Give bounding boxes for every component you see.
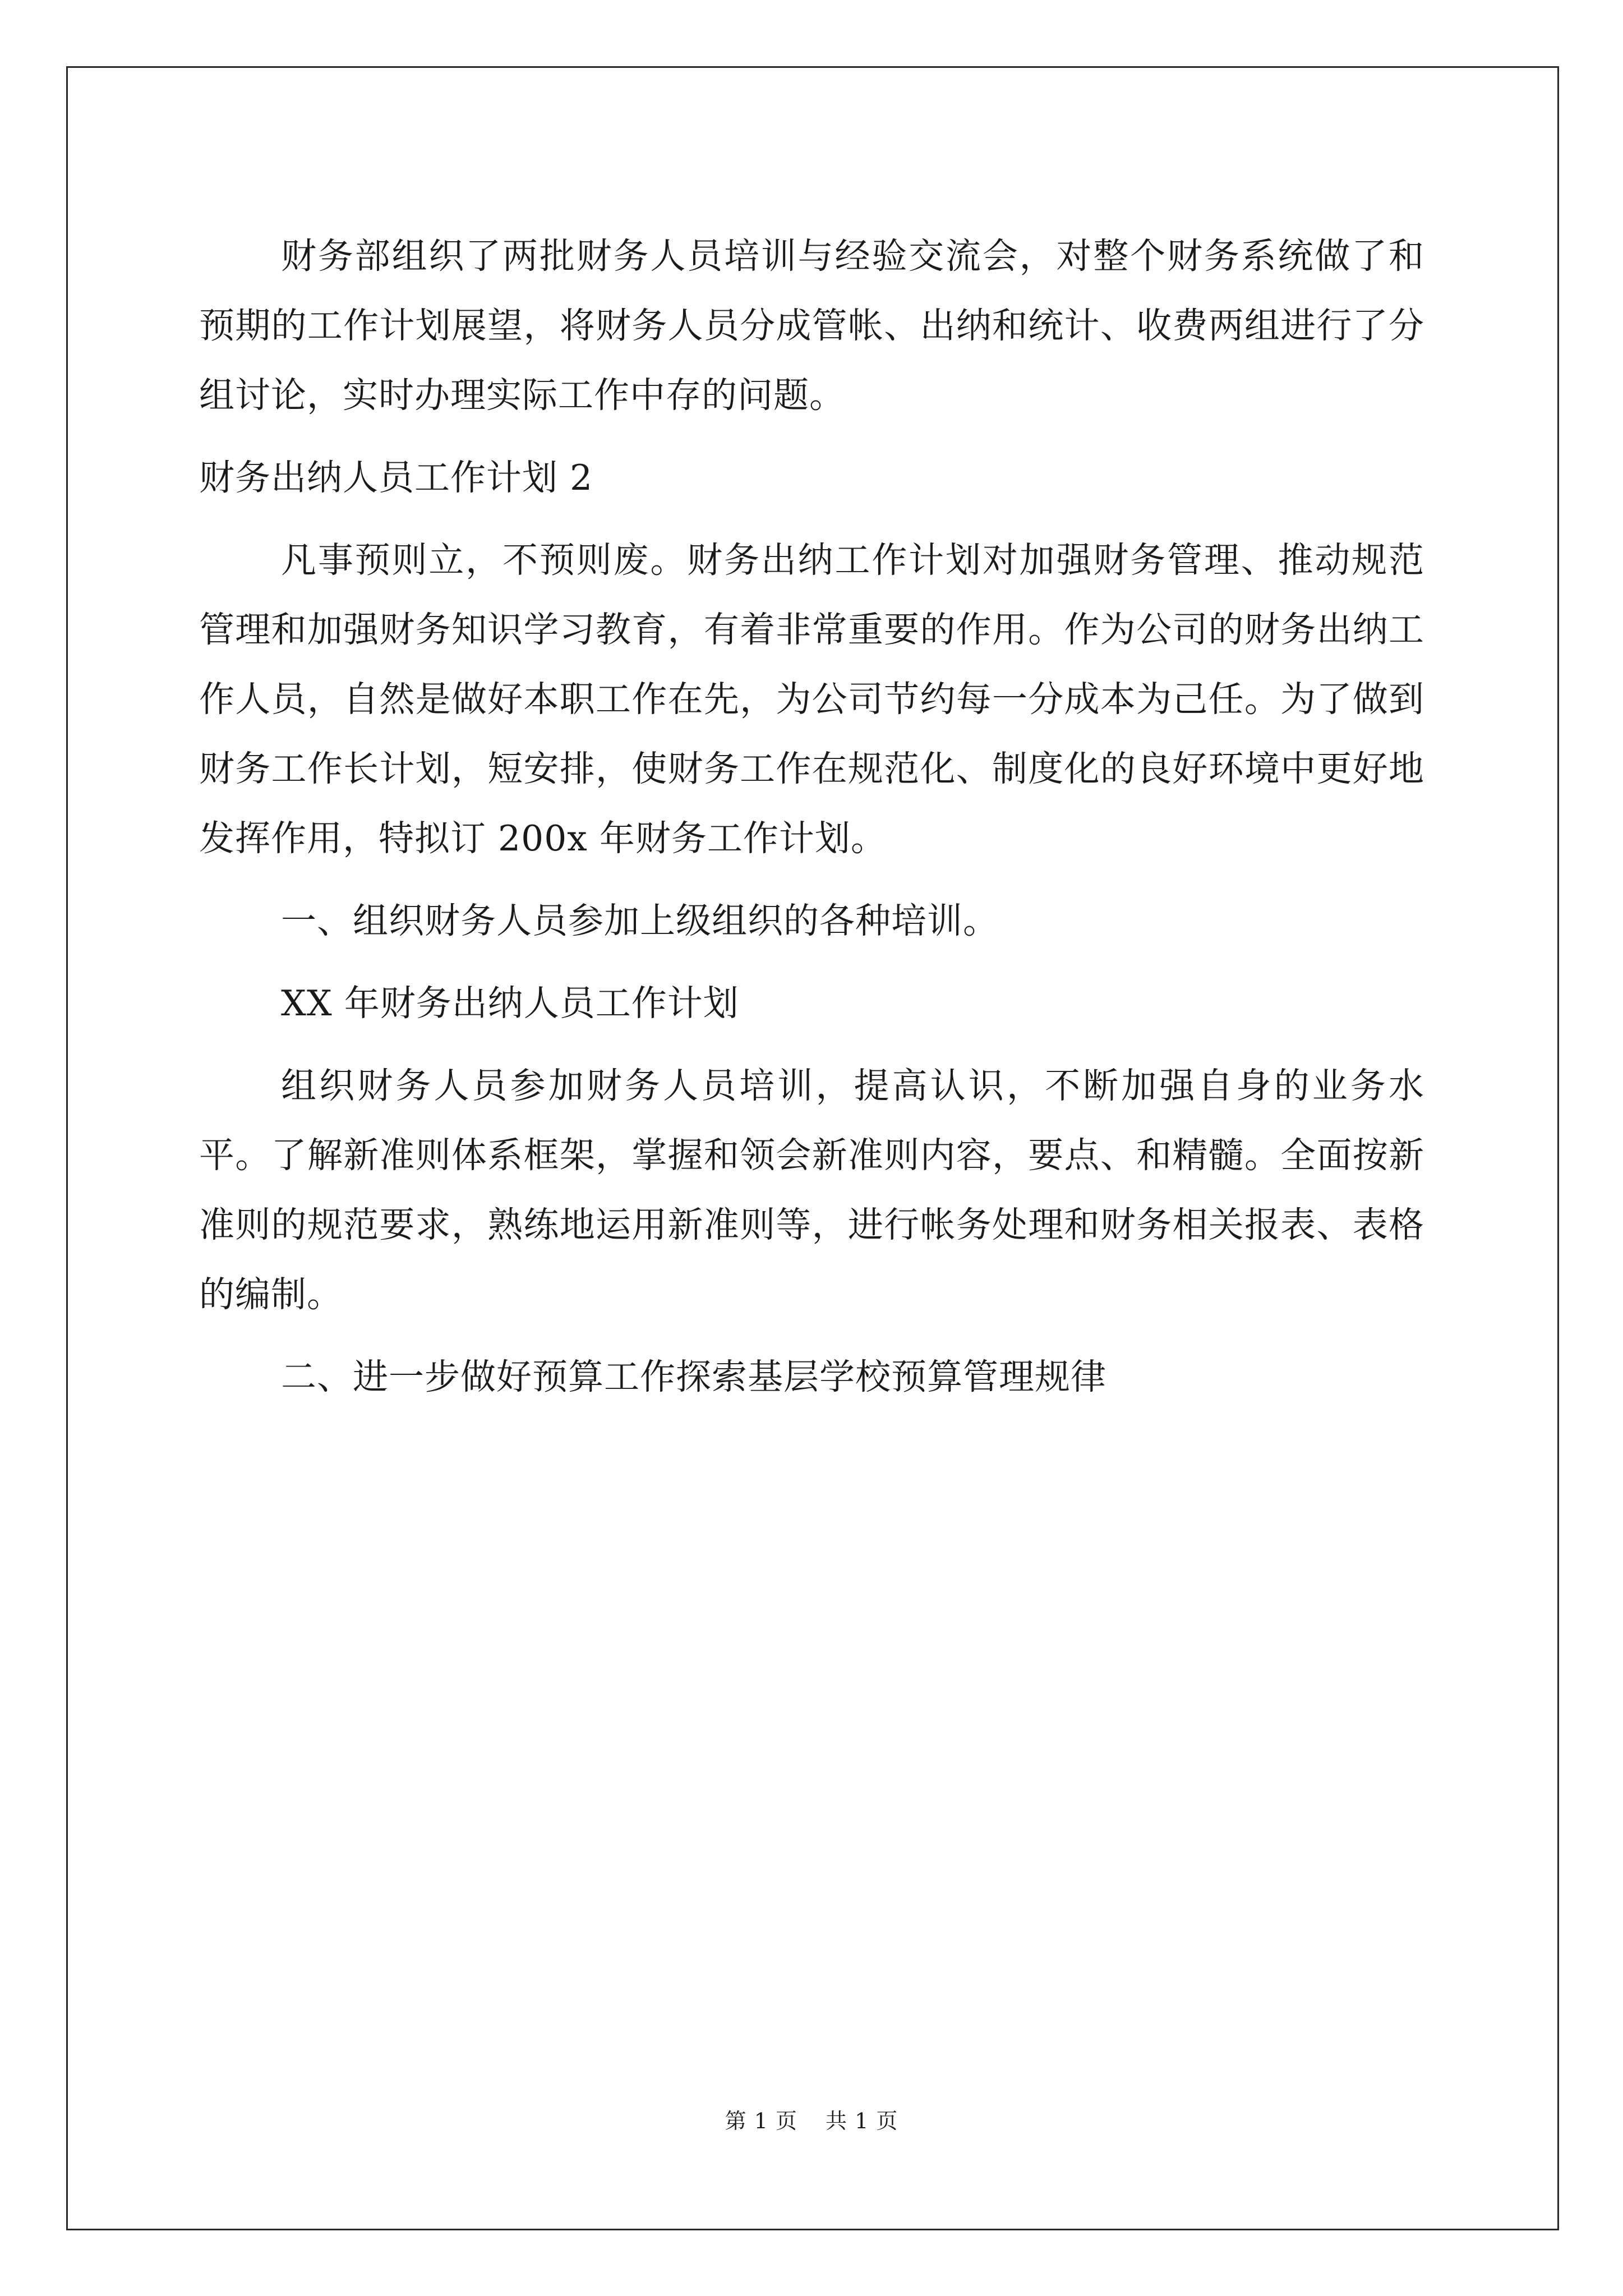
section-heading: 财务出纳人员工作计划 2 [199,457,593,498]
paragraph-training-summary: 财务部组织了两批财务人员培训与经验交流会，对整个财务系统做了和预期的工作计划展望，将财务人员分成管帐、出纳和统计、收费两组进行了分组讨论，实时办理实际工作中存的问题。 [199,236,1424,416]
item-heading-one: 一、组织财务人员参加上级组织的各种培训。 [281,900,999,941]
page-footer [0,2104,1623,2134]
page-total: 共 1 页 [826,2109,898,2133]
document-body [199,222,1424,1425]
paragraph-introduction: 凡事预则立，不预则废。财务出纳工作计划对加强财务管理、推动规范管理和加强财务知识学习教育，有着非常重要的作用。作为公司的财务出纳工作人员，自然是做好本职工作在先，为公司节约每一分成本为己任。为了做到财务工作长计划，短安排，使财务工作在规范化、制度化的良好环境中更好地发挥作用，特拟订 200x 年财务工作计划。 [199,540,1424,859]
subheading-plan: XX 年财务出纳人员工作计划 [281,983,739,1024]
paragraph-training-details: 组织财务人员参加财务人员培训，提高认识，不断加强自身的业务水平。了解新准则体系框架，掌握和领会新准则内容，要点、和精髓。全面按新准则的规范要求，熟练地运用新准则等，进行帐务处理和财务相关报表、表格的编制。 [199,1065,1424,1315]
page-number: 第 1 页 [725,2109,797,2133]
item-heading-two: 二、进一步做好预算工作探索基层学校预算管理规律 [281,1356,1106,1397]
